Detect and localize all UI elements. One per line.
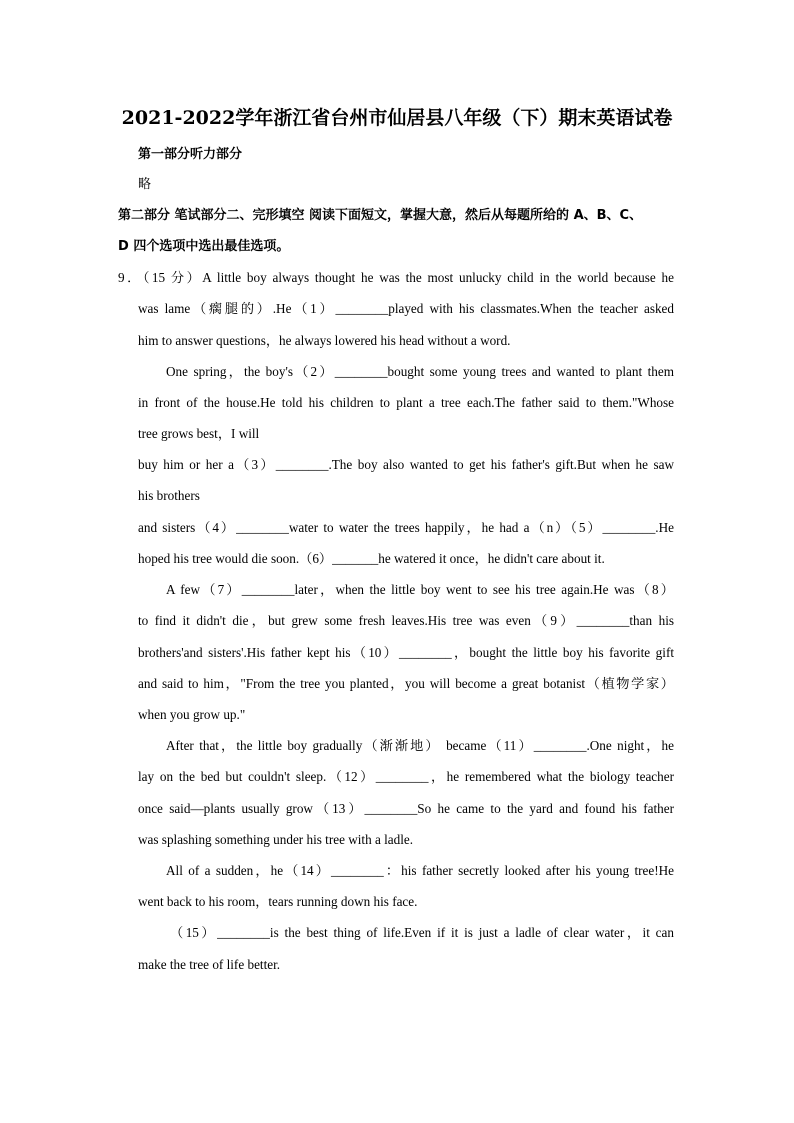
- passage-line: hoped his tree would die soon.（6）_______he watered it once，he didn't care about it.: [138, 551, 605, 566]
- part2-heading-line2: D 四个选项中选出最佳选项。: [118, 239, 290, 254]
- passage-line: make the tree of life better.: [138, 957, 281, 972]
- exam-title: 2021-2022学年浙江省台州市仙居县八年级（下）期末英语试卷: [121, 107, 673, 129]
- part2-heading-line1: 第二部分 笔试部分二、完形填空 阅读下面短文，掌握大意，然后从每题所给的 A、B、C、: [118, 208, 643, 223]
- passage-line: All of a sudden，he（14）________：his father secretly looked after his young tree!He: [166, 863, 674, 878]
- passage-line: and said to him，"From the tree you planted，you will become a great botanist（植物学家）: [138, 676, 674, 691]
- passage-line: in front of the house.He told his children to plant a tree each.The father said to them."Whose: [138, 395, 674, 410]
- part1-heading: 第一部分听力部分: [138, 147, 243, 162]
- passage-line: once said—plants usually grow（13）________So he came to the yard and found his father: [138, 801, 674, 816]
- passage-line: his brothers: [138, 488, 200, 503]
- passage-line: him to answer questions，he always lowered his head without a word.: [138, 333, 511, 348]
- passage-line: was splashing something under his tree with a ladle.: [138, 832, 414, 847]
- passage-line: 9．（15 分）A little boy always thought he was the most unlucky child in the world because he: [118, 270, 674, 285]
- passage-line: A few（7）________later，when the little boy went to see his tree again.He was（8）: [166, 582, 674, 597]
- passage-line: lay on the bed but couldn't sleep.（12）________，he remembered what the biology teacher: [138, 769, 674, 784]
- passage-line: was lame（瘸腿的）.He（1）________played with his classmates.When the teacher asked: [138, 301, 674, 316]
- passage-line: One spring，the boy's（2）________bought some young trees and wanted to plant them: [166, 364, 674, 379]
- passage-line: and sisters（4）________water to water the trees happily，he had a（n）（5）________.He: [138, 520, 674, 535]
- passage-line: After that，the little boy gradually（渐渐地） became（11）________.One night，he: [166, 738, 674, 753]
- passage-line: buy him or her a（3）________.The boy also wanted to get his father's gift.But when he saw: [138, 457, 674, 472]
- passage-line: （15）________is the best thing of life.Even if it is just a ladle of clear water，it can: [170, 925, 674, 940]
- passage-line: tree grows best，I will: [138, 426, 260, 441]
- part1-note: 略: [138, 177, 152, 192]
- passage-line: to find it didn't die，but grew some fresh leaves.His tree was even（9）________than his: [138, 613, 674, 628]
- passage-line: when you grow up.": [138, 707, 246, 722]
- passage-line: went back to his room，tears running down his face.: [138, 894, 418, 909]
- passage-line: brothers'and sisters'.His father kept his（10）________，bought the little boy his favorite gift: [138, 645, 674, 660]
